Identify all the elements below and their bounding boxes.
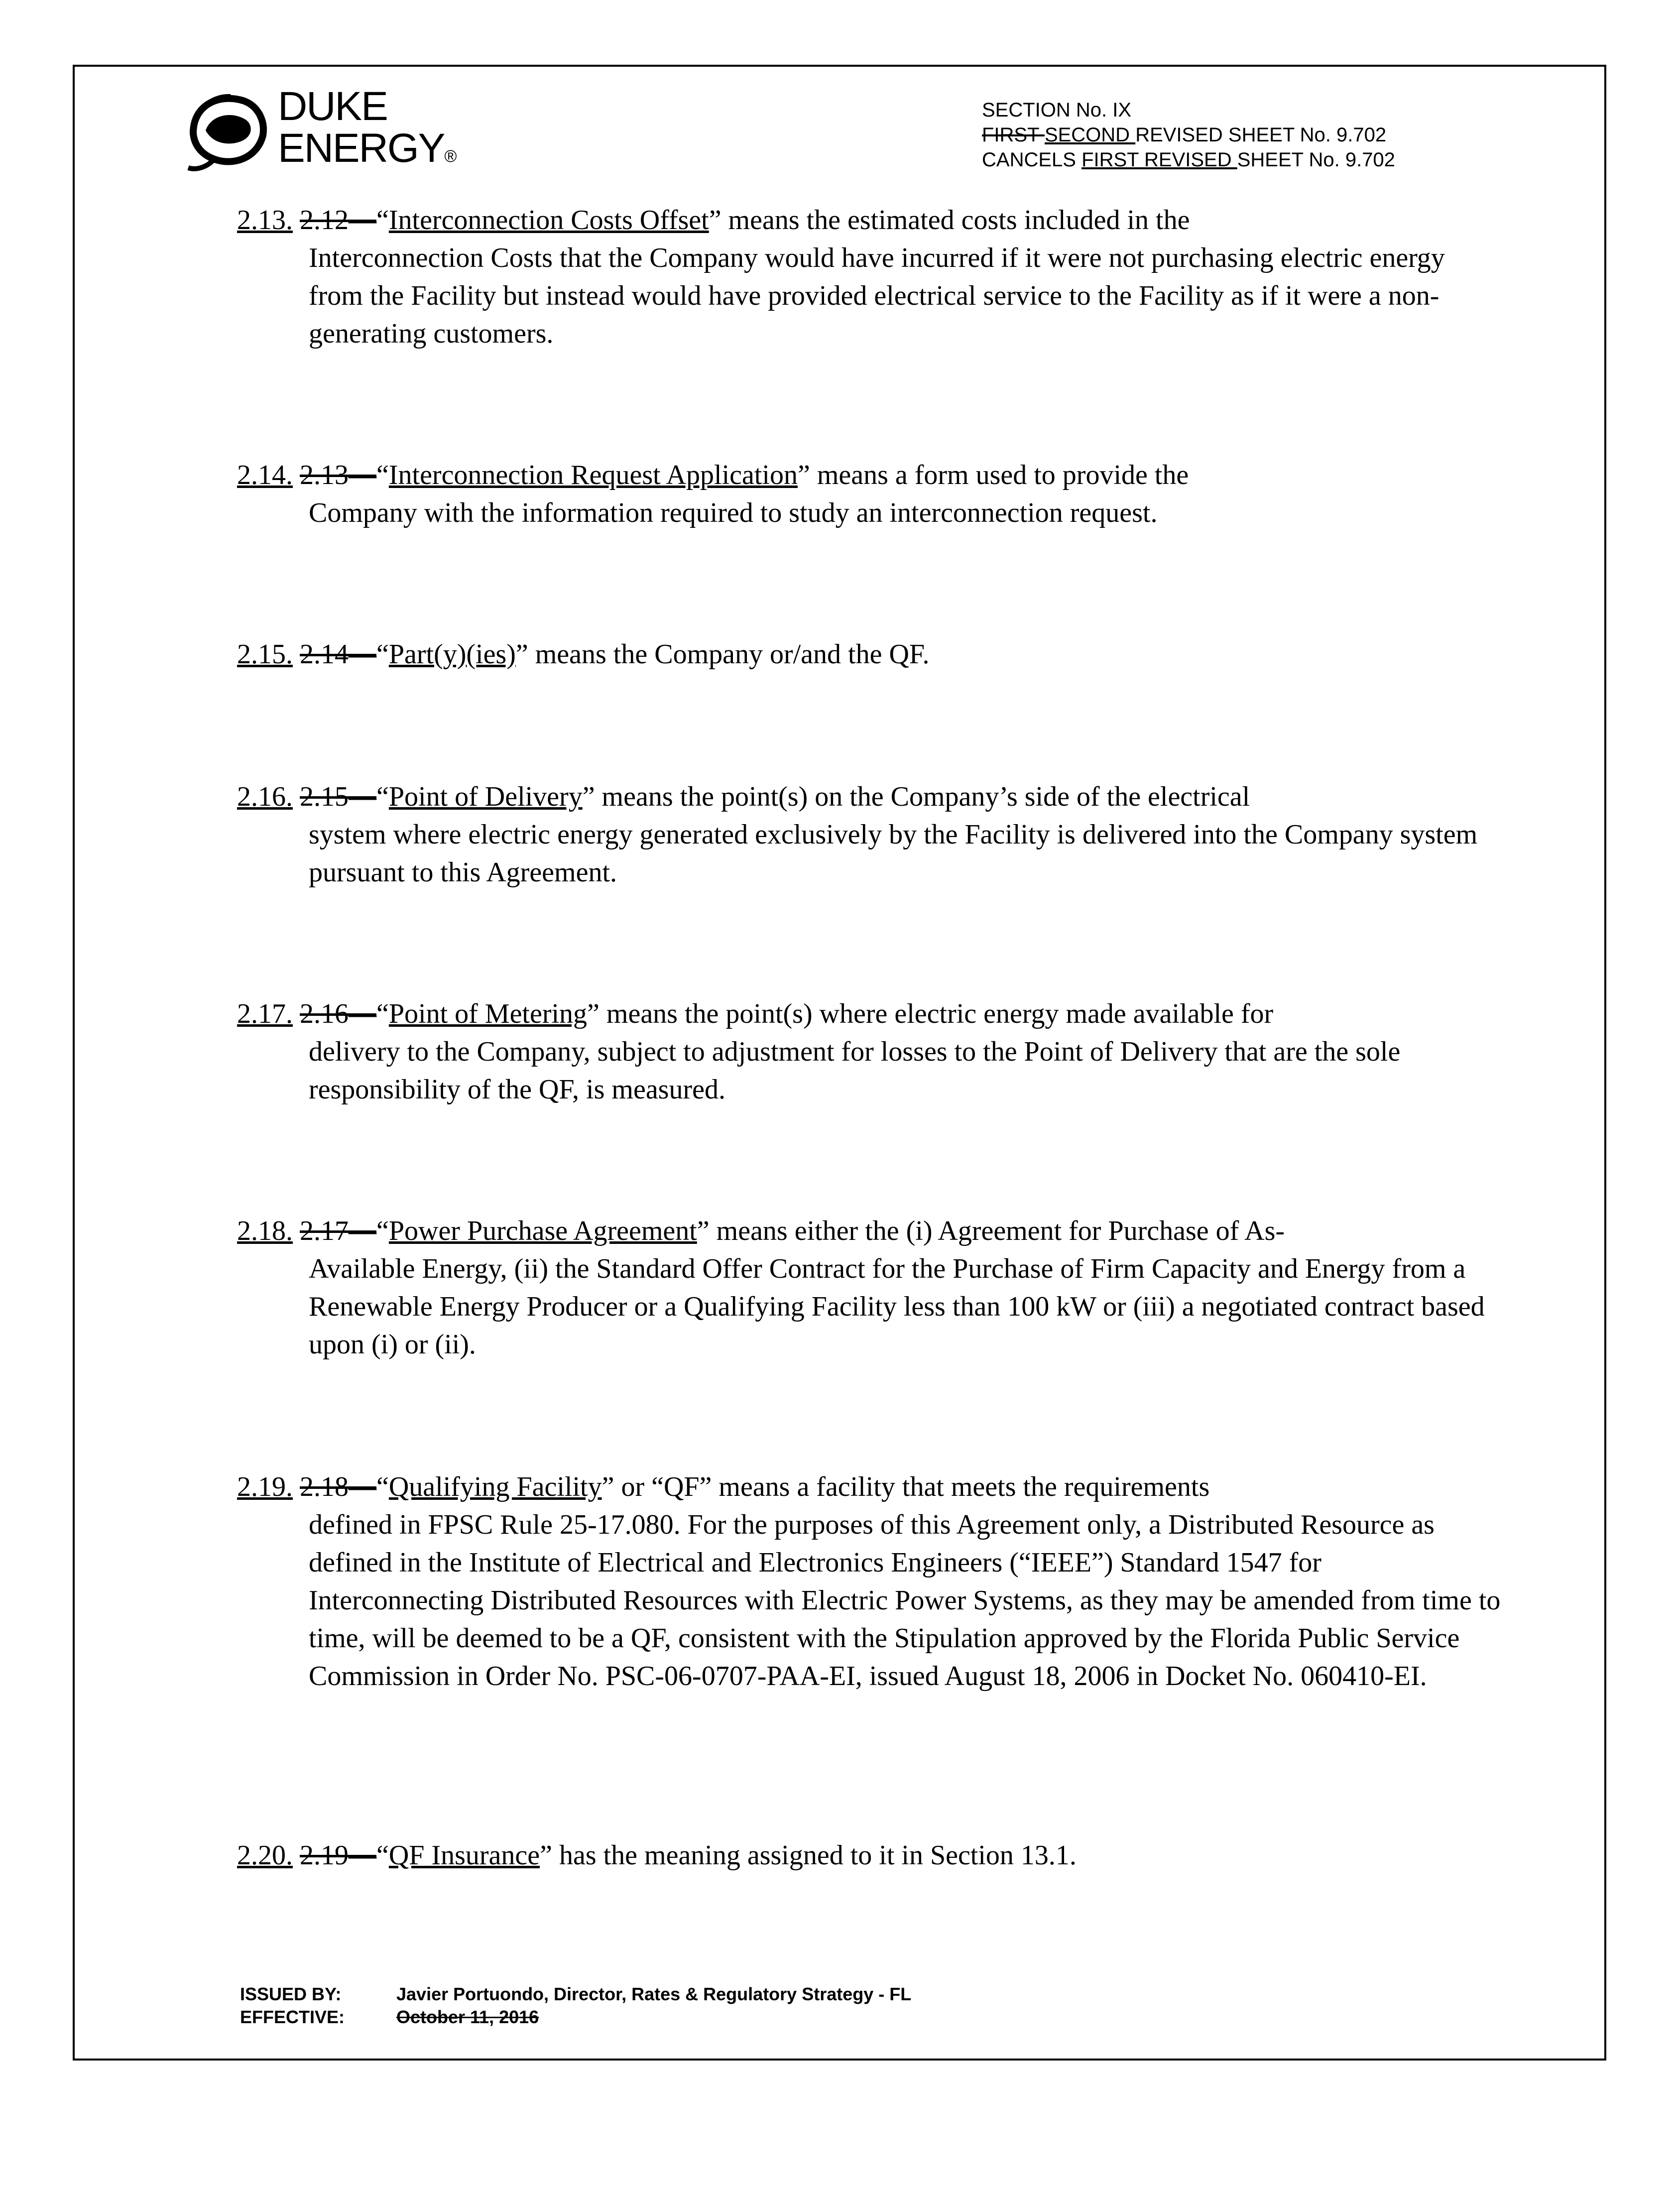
definition-continuation: Available Energy, (ii) the Standard Offer Contract for the Purchase of Firm Capacity and Energy from a Renewable Energy Producer or a Qualifying Facility less than 100 kW or (iii) a negotiated contract based upon (i) or (ii). bbox=[309, 1253, 1485, 1360]
definition-entry-2-17 bbox=[237, 995, 1502, 1108]
logo-line-energy: ENERGY bbox=[278, 125, 445, 171]
defined-term: Interconnection Costs Offset bbox=[388, 205, 709, 236]
new-number: 2.15. bbox=[237, 639, 293, 670]
old-number: 2.16 bbox=[300, 998, 349, 1029]
duke-energy-emblem-icon bbox=[183, 86, 273, 175]
cancels-rest: SHEET No. 9.702 bbox=[1237, 149, 1395, 171]
sheet-header bbox=[982, 98, 1395, 172]
close-quote: ” bbox=[515, 639, 528, 670]
definition-text: means either the (i) Agreement for Purchase of As- bbox=[709, 1215, 1285, 1246]
open-quote: “ bbox=[376, 460, 389, 490]
cancels-underlined: FIRST REVISED bbox=[1081, 149, 1237, 171]
issued-by-label: ISSUED BY: bbox=[240, 1984, 342, 2004]
cancels-prefix: CANCELS bbox=[982, 149, 1082, 171]
definition-text: means a form used to provide the bbox=[810, 460, 1189, 490]
definition-continuation: system where electric energy generated exclusively by the Facility is delivered into the Company system pursuant to this Agreement. bbox=[309, 819, 1478, 888]
definition-text: has the meaning assigned to it in Section 13.1. bbox=[552, 1840, 1077, 1871]
struck-dash: — bbox=[349, 1471, 376, 1502]
open-quote: “ bbox=[376, 1840, 389, 1871]
definition-entry-2-14 bbox=[237, 456, 1502, 532]
struck-dash: — bbox=[349, 460, 376, 490]
open-quote: “ bbox=[376, 1471, 389, 1502]
effective-label: EFFECTIVE: bbox=[240, 2007, 345, 2027]
new-number: 2.18. bbox=[237, 1215, 293, 1246]
definition-continuation: delivery to the Company, subject to adjustment for losses to the Point of Delivery that are the sole responsibility of the QF, is measured. bbox=[309, 1036, 1401, 1105]
open-quote: “ bbox=[376, 1215, 389, 1246]
definition-text: means the point(s) where electric energy made available for bbox=[599, 998, 1274, 1029]
issuance-footer bbox=[240, 1983, 911, 2029]
close-quote: ” bbox=[709, 205, 721, 236]
close-quote: ” bbox=[582, 781, 595, 812]
inserted-sheet-text: SECOND bbox=[1044, 124, 1136, 146]
defined-term: Point of Delivery bbox=[388, 781, 583, 812]
old-number: 2.13 bbox=[300, 460, 349, 490]
defined-term: QF Insurance bbox=[388, 1840, 540, 1871]
definition-entry-2-18 bbox=[237, 1212, 1502, 1363]
new-number: 2.19. bbox=[237, 1471, 293, 1502]
defined-term: Qualifying Facility bbox=[388, 1471, 602, 1502]
close-quote: ” bbox=[697, 1215, 710, 1246]
new-number: 2.16. bbox=[237, 781, 293, 812]
section-number: SECTION No. IX bbox=[982, 99, 1132, 121]
definition-text: means the point(s) on the Company’s side of the electrical bbox=[595, 781, 1250, 812]
close-quote: ” bbox=[601, 1471, 614, 1502]
definition-continuation: Interconnection Costs that the Company would have incurred if it were not purchasing electric energy from the Facility but instead would have provided electrical service to the Facility as if it were a non-generating customers. bbox=[309, 243, 1445, 349]
revised-sheet-line bbox=[982, 122, 1395, 147]
struck-dash: — bbox=[349, 998, 376, 1029]
definition-text: means the Company or/and the QF. bbox=[528, 639, 930, 670]
definition-text: or “QF” means a facility that meets the requirements bbox=[614, 1471, 1210, 1502]
definition-entry-2-13 bbox=[237, 201, 1502, 353]
definition-entry-2-16 bbox=[237, 778, 1502, 891]
close-quote: ” bbox=[797, 460, 810, 490]
definition-entry-2-19 bbox=[237, 1468, 1502, 1695]
defined-term: Part(y)(ies) bbox=[388, 639, 516, 670]
old-number: 2.12 bbox=[300, 205, 349, 236]
definition-continuation: Company with the information required to study an interconnection request. bbox=[309, 497, 1158, 528]
defined-term: Interconnection Request Application bbox=[388, 460, 798, 490]
close-quote: ” bbox=[587, 998, 600, 1029]
new-number: 2.13. bbox=[237, 205, 293, 236]
defined-term: Power Purchase Agreement bbox=[388, 1215, 697, 1246]
definition-entry-2-20 bbox=[237, 1836, 1502, 1874]
cancels-line bbox=[982, 147, 1395, 172]
definition-continuation: defined in FPSC Rule 25-17.080. For the purposes of this Agreement only, a Distributed Resource as defined in the Institute of Electrical and Electronics Engineers (“IEEE”) Standard 1547 for Interconnecting Distributed Resources with Electric Power Systems, as they may be amended from time to time, will be deemed to be a QF, consistent with the Stipulation approved by the Florida Public Service Commission in Order No. PSC-06-0707-PAA-EI, issued August 18, 2006 in Docket No. 060410-EI. bbox=[309, 1509, 1501, 1692]
effective-date-struck: October 11, 2016 bbox=[396, 2007, 539, 2027]
defined-term: Point of Metering bbox=[388, 998, 588, 1029]
open-quote: “ bbox=[376, 639, 389, 670]
old-number: 2.18 bbox=[300, 1471, 349, 1502]
old-number: 2.15 bbox=[300, 781, 349, 812]
open-quote: “ bbox=[376, 998, 389, 1029]
logo-line-duke: DUKE bbox=[278, 84, 387, 129]
struck-dash: — bbox=[349, 781, 376, 812]
open-quote: “ bbox=[376, 781, 389, 812]
definition-text: means the estimated costs included in the bbox=[721, 205, 1190, 236]
revised-sheet-rest: REVISED SHEET No. 9.702 bbox=[1135, 124, 1387, 146]
old-number: 2.19 bbox=[300, 1840, 349, 1871]
new-number: 2.17. bbox=[237, 998, 293, 1029]
old-number: 2.17 bbox=[300, 1215, 349, 1246]
issued-by-value: Javier Portuondo, Director, Rates & Regulatory Strategy - FL bbox=[396, 1984, 912, 2004]
new-number: 2.20. bbox=[237, 1840, 293, 1871]
old-number: 2.14 bbox=[300, 639, 349, 670]
struck-sheet-text: FIRST bbox=[982, 124, 1045, 146]
open-quote: “ bbox=[376, 205, 389, 236]
duke-energy-logo bbox=[183, 86, 482, 175]
registered-mark: ® bbox=[444, 147, 456, 166]
struck-dash: — bbox=[349, 639, 376, 670]
new-number: 2.14. bbox=[237, 460, 293, 490]
struck-dash: — bbox=[349, 1840, 376, 1871]
close-quote: ” bbox=[540, 1840, 552, 1871]
struck-dash: — bbox=[349, 1215, 376, 1246]
struck-dash: — bbox=[349, 205, 376, 236]
definition-entry-2-15 bbox=[237, 635, 1502, 673]
